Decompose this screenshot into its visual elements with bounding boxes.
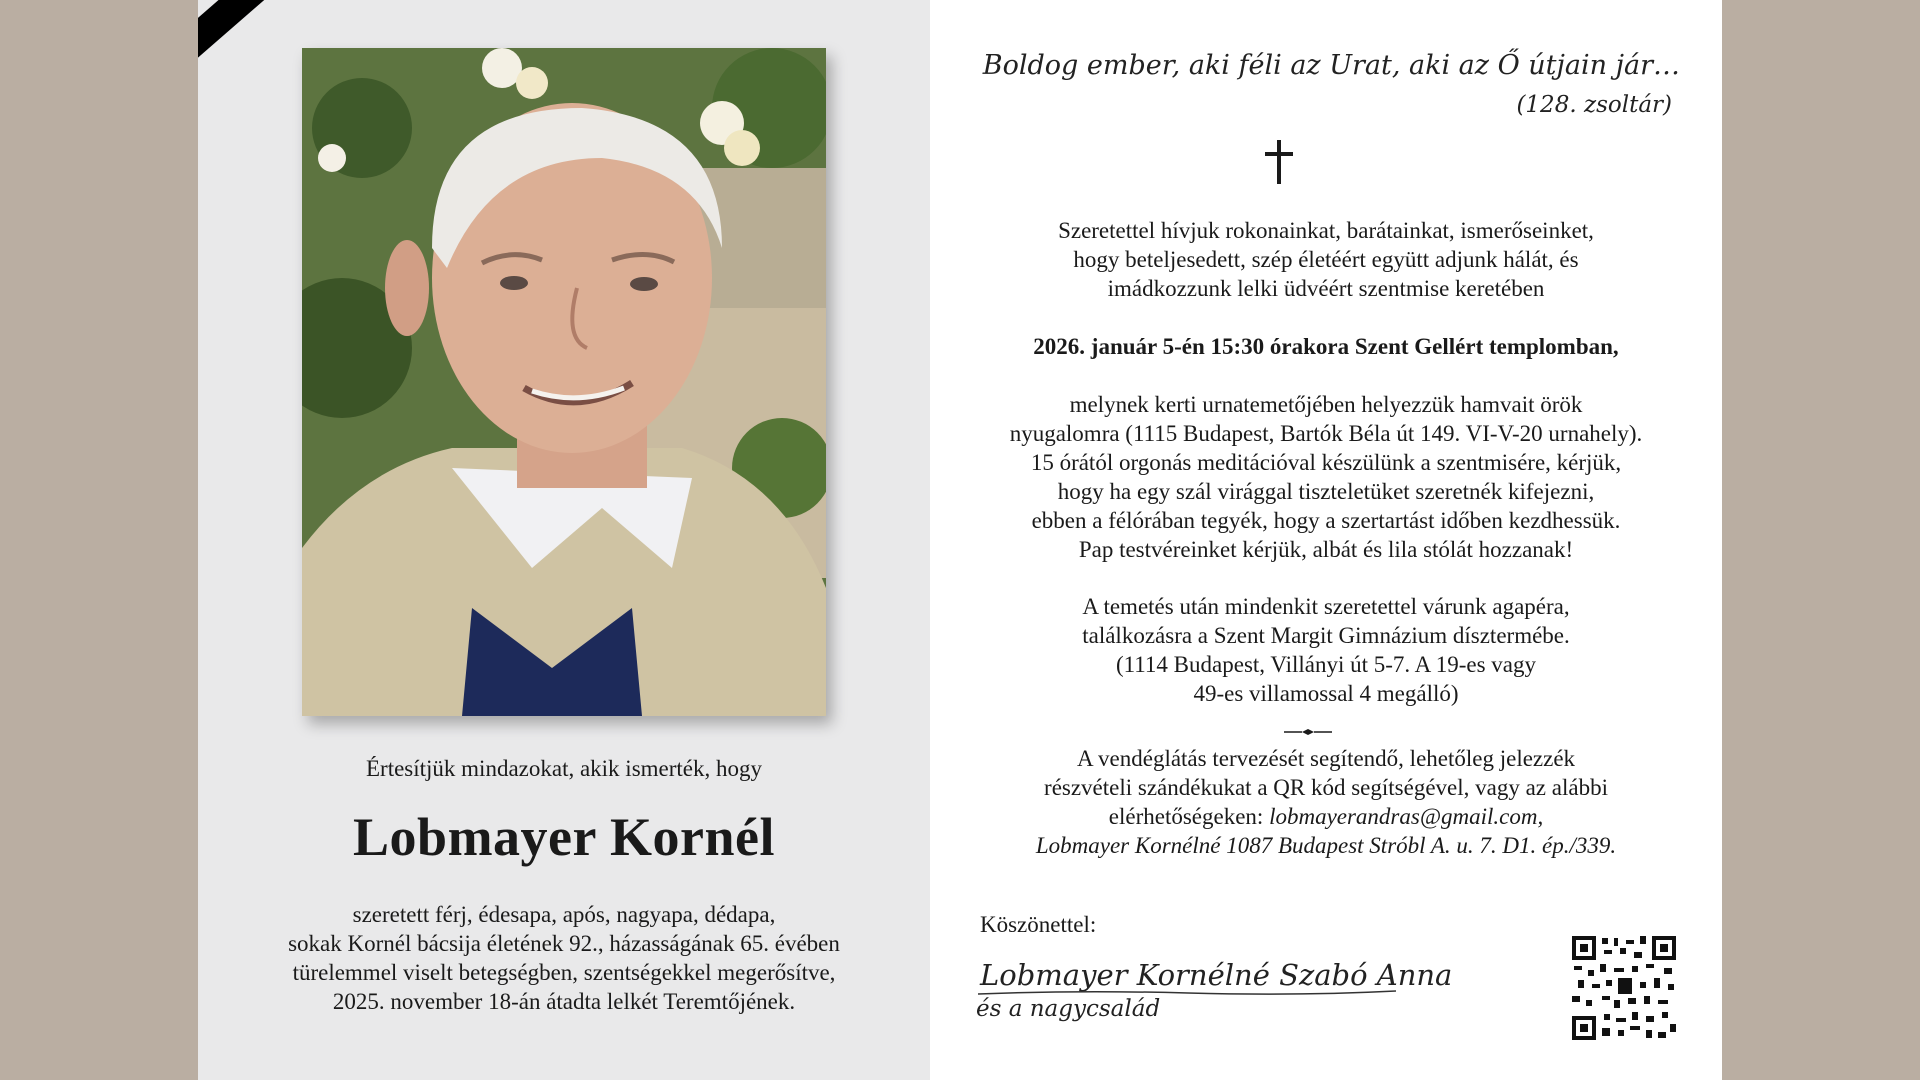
contact-line	[930, 802, 1722, 831]
detail-line: Pap testvéreinket kérjük, albát és lila stólát hozzanak!	[1078, 537, 1574, 562]
cross-icon	[1262, 138, 1296, 186]
invitation-text	[930, 216, 1722, 303]
bio-line: szeretett férj, édesapa, após, nagyapa, dédapa,	[352, 902, 776, 927]
detail-line: hogy ha egy szál virággal tiszteletüket szeretnék kifejezni,	[1057, 479, 1595, 504]
signature-family: és a nagycsalád	[976, 996, 1161, 1022]
qr-code[interactable]	[1570, 934, 1678, 1042]
contact-email[interactable]: lobmayerandras@gmail.com,	[1269, 804, 1544, 829]
left-panel	[198, 0, 930, 1080]
ceremony-details	[930, 390, 1722, 564]
invite-line: imádkozzunk lelki üdvéért szentmise keretében	[1107, 276, 1545, 301]
thanks-label: Köszönettel:	[980, 912, 1097, 937]
event-date-place: 2026. január 5-én 15:30 órakora Szent Gellért templomban,	[1033, 334, 1619, 359]
agape-line: (1114 Budapest, Villányi út 5-7. A 19-es vagy	[1115, 652, 1537, 677]
agape-line: A temetés után mindenkit szeretettel várunk agapéra,	[1082, 594, 1570, 619]
psalm-source: (128. zsoltár)	[1516, 92, 1672, 118]
notify-text: Értesítjük mindazokat, akik ismerték, hogy	[365, 756, 763, 781]
detail-line: ebben a félórában tegyék, hogy a szertartást időben kezdhessük.	[1031, 508, 1621, 533]
contact-prefix: elérhetőségeken:	[1108, 804, 1270, 829]
bio-line: 2025. november 18-án átadta lelkét Teremtőjének.	[332, 989, 796, 1014]
detail-line: 15 órától orgonás meditációval készülünk a szentmisére, kérjük,	[1030, 450, 1622, 475]
right-panel	[930, 0, 1722, 1080]
agape-line: találkozásra a Szent Margit Gimnázium dísztermébe.	[1082, 623, 1570, 648]
rsvp-line: részvételi szándékukat a QR kód segítségével, vagy az alábbi	[1044, 775, 1608, 800]
psalm-quote: Boldog ember, aki féli az Urat, aki az Ő útjain jár…	[982, 50, 1680, 81]
bio-line: sokak Kornél bácsija életének 92., házasságának 65. évében	[288, 931, 840, 956]
deceased-name: Lobmayer Kornél	[353, 807, 775, 867]
detail-line: melynek kerti urnatemetőjében helyezzük hamvait örök	[1069, 392, 1583, 417]
bio-line: türelemmel viselt betegségben, szentségekkel megerősítve,	[292, 960, 836, 985]
signature-name: Lobmayer Kornélné Szabó Anna	[980, 958, 1453, 992]
rsvp-line: A vendéglátás tervezését segítendő, lehetőleg jelezzék	[1076, 746, 1576, 771]
bio-text	[198, 900, 930, 1016]
agape-line: 49-es villamossal 4 megálló)	[1193, 681, 1459, 706]
divider-ornament	[1282, 726, 1334, 738]
contact-address: Lobmayer Kornélné 1087 Budapest Stróbl A. u. 7. D1. ép./339.	[1035, 833, 1617, 858]
detail-line: nyugalomra (1115 Budapest, Bartók Béla út 149. VI-V-20 urnahely).	[1009, 421, 1643, 446]
invite-line: hogy beteljesedett, szép életéért együtt adjunk hálát, és	[1073, 247, 1579, 272]
portrait-photo	[302, 48, 826, 716]
invite-line: Szeretettel hívjuk rokonainkat, barátainkat, ismerőseinket,	[1058, 218, 1594, 243]
agape-text	[930, 592, 1722, 708]
obituary-card	[198, 0, 1722, 1080]
rsvp-text	[930, 744, 1722, 860]
